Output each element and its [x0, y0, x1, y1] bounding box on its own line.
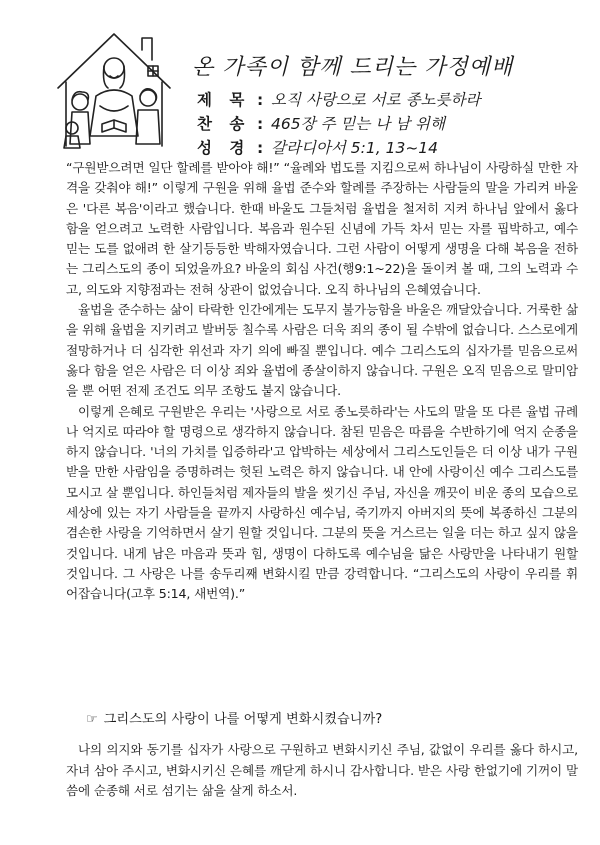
page-title: 온 가족이 함께 드리는 가정예배 [192, 55, 514, 80]
pointing-hand-icon: ☞ [86, 712, 98, 727]
closing-prayer [66, 740, 578, 802]
hymn-value: 465장 주 믿는 나 남 위해 [271, 115, 446, 133]
service-info [197, 88, 480, 160]
paragraph-3: 이렇게 은혜로 구원받은 우리는 '사랑으로 서로 종노릇하라'는 사도의 말을 또 다른 율법 규례나 억지로 따라야 할 명령으로 생각하지 않습니다. 참된 믿음은 따름을 수반하기에 억지 순종을 하지 않습니다. '너의 가치를 입증하라'고 압박하는 세상에서 그리스도인들은 더 이상 내가 구원받을 만한 사람임을 증명하려는 헛된 노력은 하지 않습니다. 내 안에 사랑이신 예수 그리스도를 모시고 살 뿐입니다. 하인들처럼 제자들의 발을 씻기신 주님, 자신을 깨끗이 비운 종의 모습으로 세상에 있는 자기 사람들을 끝까지 사랑하신 예수님, 죽기까지 아버지의 뜻에 복종하신 그분의 겸손한 사랑을 기억하면서 살기 원할 것입니다. 그분의 뜻을 거스르는 일을 더는 하고 싶지 않을 것입니다. 내게 남은 마음과 뜻과 힘, 생명이 다하도록 예수님을 닮은 사랑만을 나타내기 원할 것입니다. 그 사랑은 나를 송두리째 변화시킬 만큼 강력합니다. “그리스도의 사랑이 우리를 휘어잡습니다(고후 5:14, 새번역).” [66, 403, 578, 602]
subject-label: 제 목 [197, 91, 251, 109]
family-worship-illustration [52, 26, 177, 151]
scripture-row [197, 136, 480, 160]
question-text: 그리스도의 사랑이 나를 어떻게 변화시켰습니까? [103, 712, 383, 727]
hymn-row [197, 112, 480, 136]
prayer-text: 나의 의지와 동기를 십자가 사랑으로 구원하고 변화시키신 주님, 값없이 우리를 옳다 하시고, 자녀 삼아 주시고, 변화시키신 은혜를 깨닫게 하시니 감사합니다. 받은 사랑 한없기에 기꺼이 말씀에 순종해 서로 섬기는 삶을 살게 하소서. [66, 742, 578, 798]
reflection-question [86, 708, 382, 727]
scripture-label: 성 경 [197, 139, 251, 157]
paragraph-2: 율법을 준수하는 삶이 타락한 인간에게는 도무지 불가능함을 바울은 깨달았습니다. 거룩한 삶을 위해 율법을 지키려고 발버둥 칠수록 사람은 더욱 죄의 종이 될 수밖에 없습니다. 스스로에게 절망하거나 더 심각한 위선과 자기 의에 빠질 뿐입니다. 예수 그리스도의 십자가를 믿음으로써 옳다 함을 얻은 사람은 더 이상 죄와 율법에 종살이하지 않습니다. 구원은 오직 믿음으로 말미암을 뿐 어떤 전제 조건도 의무 조항도 붙지 않습니다. [66, 302, 578, 399]
scripture-value: 갈라디아서 5:1, 13~14 [271, 139, 439, 157]
paragraph-1: “구원받으려면 일단 할례를 받아야 해!” “율례와 법도를 지킴으로써 하나님이 사랑하실 만한 자격을 갖춰야 해!” 이렇게 구원을 위해 율법 준수와 할례를 주장하는 사람들의 말을 가리켜 바울은 '다른 복음'이라고 했습니다. 한때 바울도 그들처럼 율법을 철저히 지켜 하나님 앞에서 옳다 함을 얻으려고 노력한 사람입니다. 복음과 원수된 신념에 가득 차서 믿는 자를 핍박하고, 예수 믿는 도를 없애려 한 살기등등한 박해자였습니다. 그런 사람이 어떻게 생명을 다해 복음을 전하는 그리스도의 종이 되었을까요? 바울의 회심 사건(행9:1~22)을 돌이켜 볼 때, 그의 노력과 수고, 의도와 지향점과는 전혀 상관이 없었습니다. 오직 하나님의 은혜였습니다. [66, 160, 578, 297]
colon: : [257, 139, 264, 157]
subject-row [197, 88, 480, 112]
header [52, 26, 572, 166]
sermon-body [66, 158, 578, 605]
subject-value: 오직 사랑으로 서로 종노릇하라 [271, 91, 481, 109]
colon: : [257, 91, 264, 109]
hymn-label: 찬 송 [197, 115, 251, 133]
colon: : [257, 115, 264, 133]
